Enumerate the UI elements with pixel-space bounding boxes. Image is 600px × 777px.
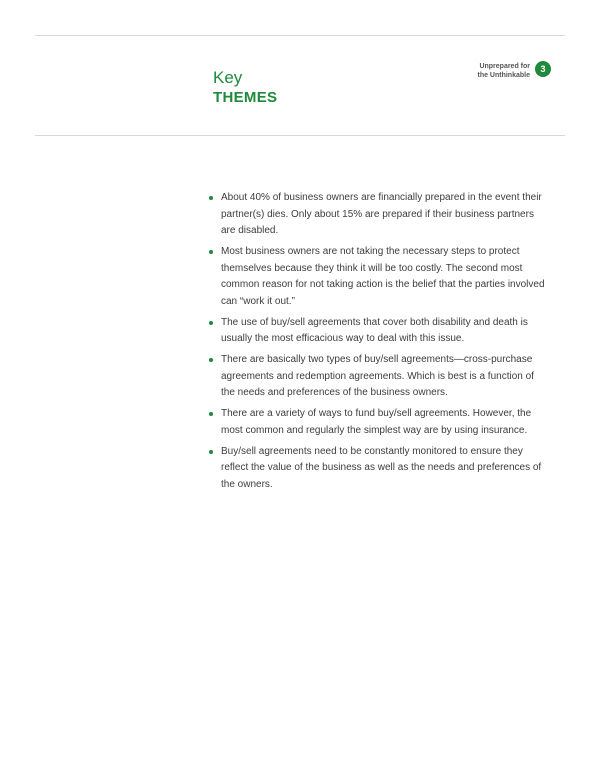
page-number-badge: 3 bbox=[535, 61, 551, 77]
list-item bbox=[208, 244, 548, 310]
bullet-icon bbox=[209, 358, 213, 362]
running-head-line1: Unprepared for bbox=[479, 63, 530, 70]
bullet-icon bbox=[209, 250, 213, 254]
list-item-text: Most business owners are not taking the necessary steps to protect themselves because they think it will be too costly. The second most common reason for not taking action is the belief that the parties involved can “work it out.” bbox=[221, 246, 545, 307]
top-divider bbox=[35, 35, 565, 36]
title-key: Key bbox=[213, 68, 243, 87]
page-title bbox=[213, 68, 277, 108]
list-item bbox=[208, 315, 548, 348]
section-divider bbox=[35, 135, 565, 136]
list-item bbox=[208, 406, 548, 439]
list-item bbox=[208, 190, 548, 240]
list-item-text: Buy/sell agreements need to be constantly monitored to ensure they reflect the value of the business as well as the needs and preferences of the owners. bbox=[221, 445, 542, 490]
bullet-icon bbox=[209, 450, 213, 454]
bullet-icon bbox=[209, 321, 213, 325]
running-head-line2: the Unthinkable bbox=[477, 72, 530, 79]
list-item-text: The use of buy/sell agreements that cover both disability and death is usually the most efficacious way to deal with this issue. bbox=[221, 316, 528, 344]
bullet-icon bbox=[209, 412, 213, 416]
title-themes: THEMES bbox=[213, 89, 278, 106]
list-item-text: There are basically two types of buy/sell agreements—cross-purchase agreements and redemption agreements. Which is best is a function of the needs and preferences of the business owners. bbox=[221, 354, 534, 398]
key-themes-list bbox=[208, 190, 548, 498]
list-item bbox=[208, 352, 548, 402]
list-item bbox=[208, 444, 548, 494]
list-item-text: There are a variety of ways to fund buy/sell agreements. However, the most common and regularly the simplest way are by using insurance. bbox=[221, 408, 532, 436]
list-item-text: About 40% of business owners are financially prepared in the event their partner(s) dies. Only about 15% are prepared if their business partners are disabled. bbox=[221, 192, 542, 236]
running-head bbox=[477, 62, 530, 80]
bullet-icon bbox=[209, 196, 213, 200]
